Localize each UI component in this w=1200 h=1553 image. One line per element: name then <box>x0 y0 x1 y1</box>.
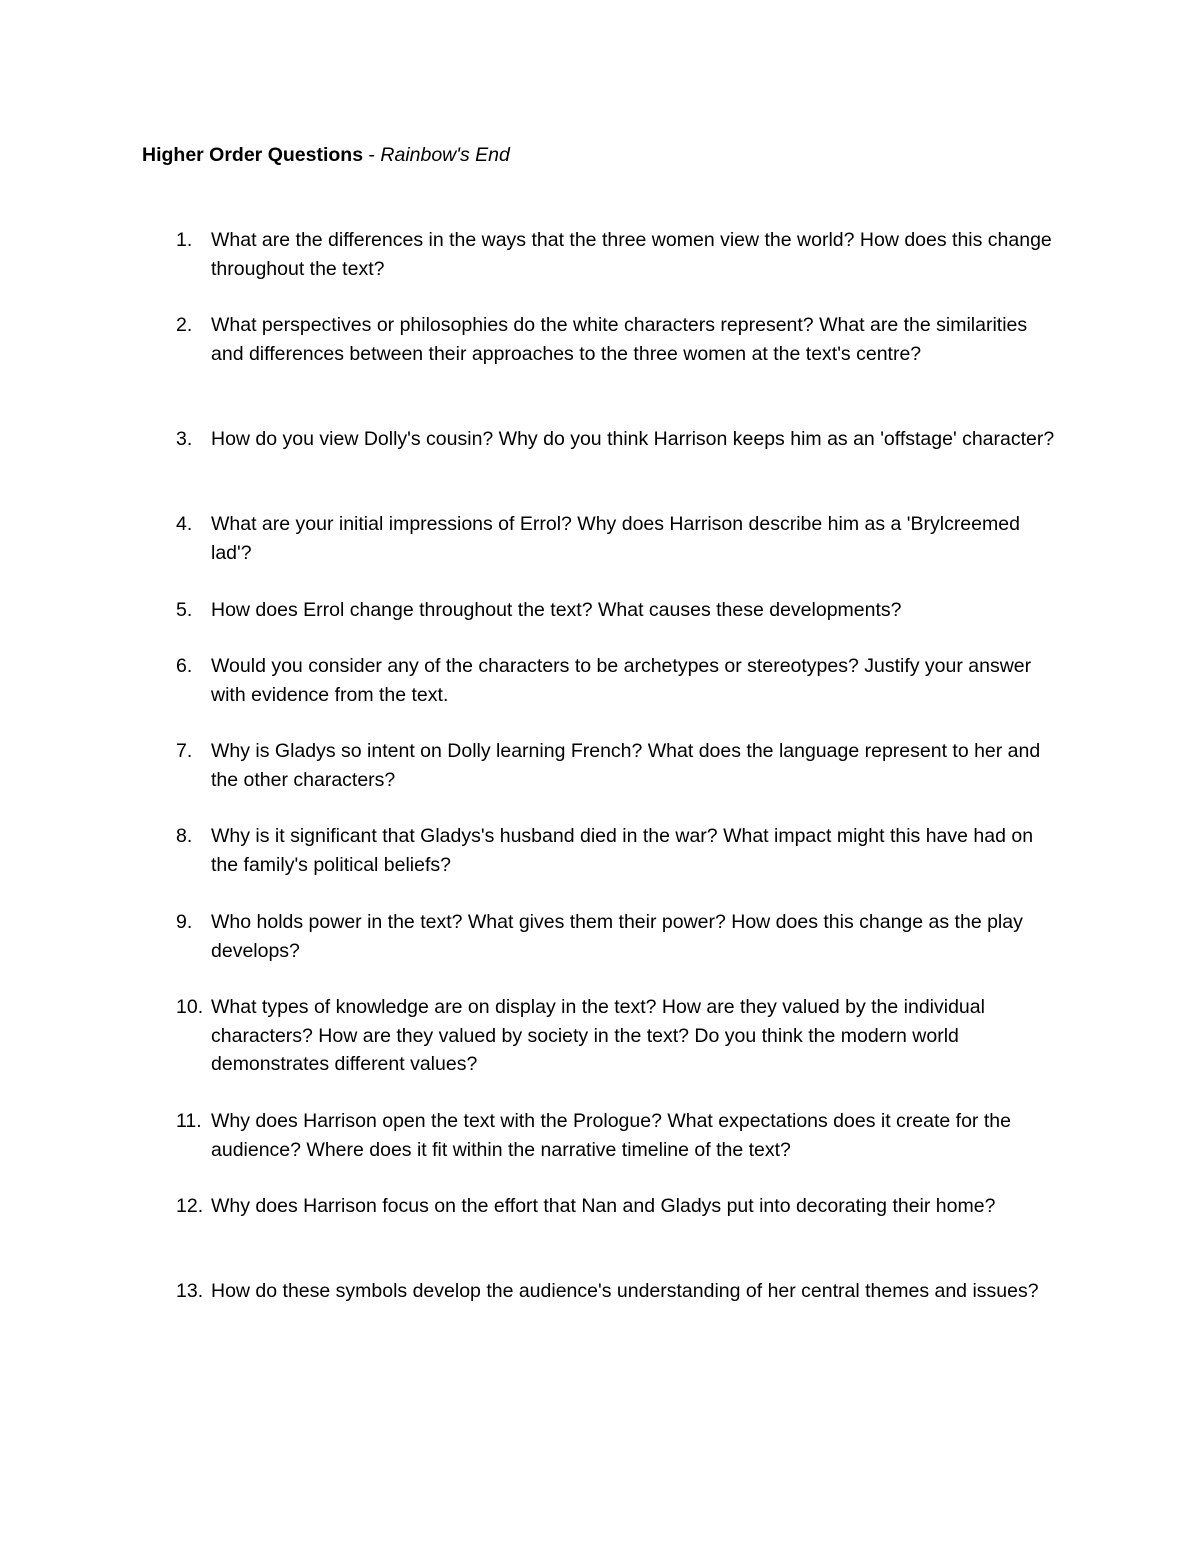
question-number: 12. <box>176 1195 204 1217</box>
question-number: 9. <box>176 911 193 933</box>
question-text: Would you consider any of the characters to be archetypes or stereotypes? Justify your answer with evidence from the text. <box>211 655 1032 706</box>
question-text: Why is Gladys so intent on Dolly learning French? What does the language represent to her and the other characters? <box>211 740 1041 791</box>
title-italic: Rainbow's End <box>380 144 510 166</box>
question-text: Why does Harrison open the text with the Prologue? What expectations does it create for the audience? Where does it fit within the narrative timeline of the text? <box>211 1110 1011 1161</box>
question-number: 6. <box>176 655 193 677</box>
question-number: 1. <box>176 229 193 251</box>
title-separator: - <box>363 144 381 166</box>
title-bold: Higher Order Questions <box>142 144 364 166</box>
question-text: What are your initial impressions of Errol? Why does Harrison describe him as a 'Brylcreemed lad'? <box>211 513 1020 564</box>
question-text: How does Errol change throughout the text? What causes these developments? <box>211 599 902 621</box>
question-text: What perspectives or philosophies do the white characters represent? What are the similarities and differences between their approaches to the three women at the text's centre? <box>211 314 1028 365</box>
question-number: 7. <box>176 740 193 762</box>
question-text: Why does Harrison focus on the effort that Nan and Gladys put into decorating their home? <box>211 1195 996 1217</box>
question-number: 5. <box>176 599 193 621</box>
question-number: 11. <box>176 1110 202 1132</box>
question-number: 10. <box>176 996 204 1018</box>
document-title <box>142 141 510 169</box>
question-number: 8. <box>176 825 193 847</box>
question-text: How do you view Dolly's cousin? Why do you think Harrison keeps him as an 'offstage' character? <box>211 428 1055 450</box>
question-text: How do these symbols develop the audience's understanding of her central themes and issues? <box>211 1280 1039 1302</box>
question-text: Why is it significant that Gladys's husband died in the war? What impact might this have had on the family's political beliefs? <box>211 825 1034 876</box>
question-text: What types of knowledge are on display in the text? How are they valued by the individual characters? How are they valued by society in the text? Do you think the modern world demonstrates different values? <box>211 996 985 1075</box>
question-number: 2. <box>176 314 193 336</box>
question-number: 3. <box>176 428 193 450</box>
question-text: What are the differences in the ways that the three women view the world? How does this change throughout the text? <box>211 229 1052 280</box>
question-text: Who holds power in the text? What gives them their power? How does this change as the play develops? <box>211 911 1023 962</box>
question-number: 4. <box>176 513 193 535</box>
question-number: 13. <box>176 1280 204 1302</box>
